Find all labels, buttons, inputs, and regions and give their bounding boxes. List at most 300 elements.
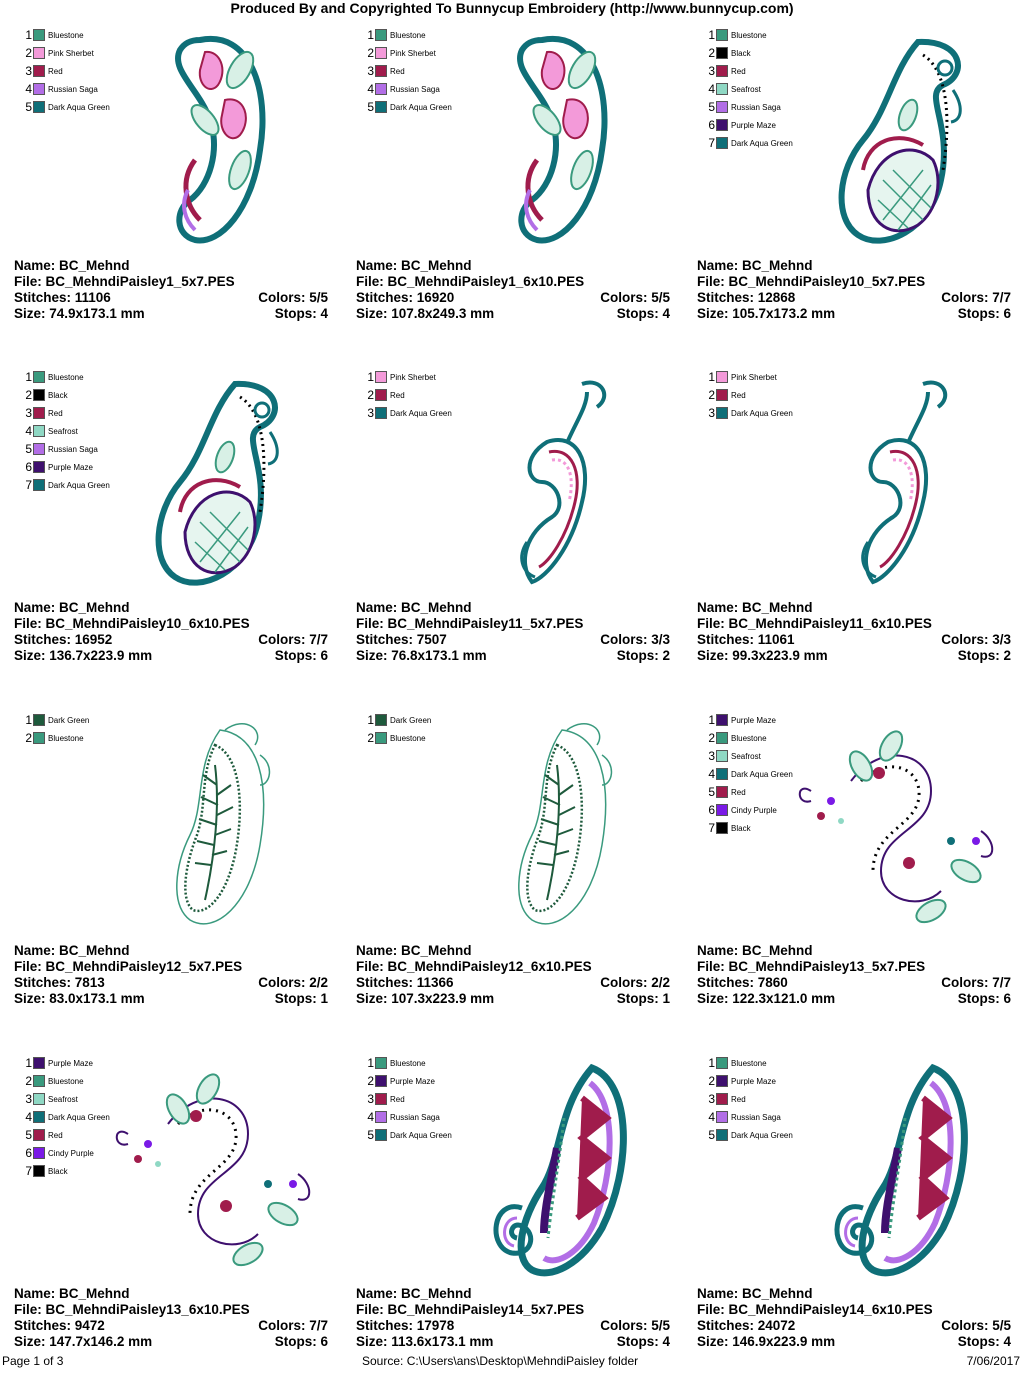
color-legend-item bbox=[20, 729, 89, 747]
thread-color-swatch bbox=[375, 714, 387, 726]
thread-color-swatch bbox=[33, 101, 45, 113]
design-size: Size: 113.6x173.1 mm bbox=[356, 1334, 494, 1349]
color-step-number: 2 bbox=[25, 388, 32, 402]
color-step-number: 4 bbox=[25, 82, 32, 96]
paisley-embroidery-image bbox=[482, 1058, 632, 1280]
info-row bbox=[14, 600, 328, 616]
info-row bbox=[697, 290, 1011, 306]
color-legend-item bbox=[362, 1072, 452, 1090]
stitch-count: Stitches: 9472 bbox=[14, 1318, 105, 1333]
color-count: Colors: 5/5 bbox=[258, 290, 328, 305]
color-legend-item bbox=[703, 1072, 793, 1090]
thread-color-name: Pink Sherbet bbox=[48, 48, 94, 58]
color-step-number: 3 bbox=[367, 1092, 374, 1106]
design-name: Name: BC_Mehnd bbox=[697, 943, 813, 958]
design-file: File: BC_MehndiPaisley13_6x10.PES bbox=[14, 1302, 250, 1317]
design-info bbox=[697, 258, 1011, 322]
stop-count: Stops: 1 bbox=[274, 991, 328, 1006]
thread-color-swatch bbox=[716, 29, 728, 41]
info-row bbox=[356, 1302, 670, 1318]
color-step-number: 5 bbox=[367, 1128, 374, 1142]
info-row bbox=[697, 1302, 1011, 1318]
thread-color-name: Purple Maze bbox=[48, 462, 93, 472]
paisley-embroidery-image bbox=[507, 372, 617, 594]
info-row bbox=[14, 991, 328, 1007]
color-legend-item bbox=[703, 98, 793, 116]
design-size: Size: 107.3x223.9 mm bbox=[356, 991, 495, 1006]
print-date: 7/06/2017 bbox=[966, 1354, 1020, 1368]
color-legend-item bbox=[362, 1090, 452, 1108]
info-row bbox=[356, 1318, 670, 1334]
design-card bbox=[342, 364, 683, 704]
thread-color-swatch bbox=[33, 1165, 45, 1177]
color-step-number: 4 bbox=[708, 1110, 715, 1124]
thread-color-name: Purple Maze bbox=[48, 1058, 93, 1068]
color-step-number: 2 bbox=[25, 731, 32, 745]
design-info bbox=[697, 1286, 1011, 1350]
design-name: Name: BC_Mehnd bbox=[14, 943, 130, 958]
color-step-number: 3 bbox=[25, 1092, 32, 1106]
color-step-number: 4 bbox=[708, 82, 715, 96]
thread-color-name: Dark Green bbox=[390, 715, 432, 725]
thread-color-name: Black bbox=[731, 823, 751, 833]
stitch-count: Stitches: 17978 bbox=[356, 1318, 455, 1333]
thread-color-name: Seafrost bbox=[48, 426, 78, 436]
color-legend-item bbox=[703, 44, 793, 62]
thread-color-swatch bbox=[716, 101, 728, 113]
design-card bbox=[342, 1050, 683, 1390]
color-count: Colors: 5/5 bbox=[941, 1318, 1011, 1333]
color-step-number: 1 bbox=[708, 713, 715, 727]
thread-color-name: Russian Saga bbox=[48, 84, 98, 94]
thread-color-name: Purple Maze bbox=[731, 1076, 776, 1086]
stop-count: Stops: 4 bbox=[957, 1334, 1011, 1349]
info-row bbox=[14, 1334, 328, 1350]
design-size: Size: 76.8x173.1 mm bbox=[356, 648, 487, 663]
stitch-count: Stitches: 16920 bbox=[356, 290, 455, 305]
thread-color-name: Red bbox=[48, 66, 63, 76]
design-file: File: BC_MehndiPaisley10_5x7.PES bbox=[697, 274, 926, 289]
color-legend bbox=[20, 26, 110, 116]
color-step-number: 7 bbox=[708, 136, 715, 150]
design-info bbox=[697, 943, 1011, 1007]
color-step-number: 3 bbox=[25, 64, 32, 78]
thread-color-name: Black bbox=[48, 390, 68, 400]
thread-color-name: Dark Aqua Green bbox=[48, 1112, 110, 1122]
color-step-number: 5 bbox=[708, 100, 715, 114]
thread-color-swatch bbox=[33, 1111, 45, 1123]
design-name: Name: BC_Mehnd bbox=[14, 258, 130, 273]
thread-color-name: Red bbox=[390, 66, 405, 76]
info-row bbox=[697, 632, 1011, 648]
color-step-number: 3 bbox=[708, 64, 715, 78]
design-size: Size: 122.3x121.0 mm bbox=[697, 991, 836, 1006]
color-legend-item bbox=[703, 729, 793, 747]
design-size: Size: 105.7x173.2 mm bbox=[697, 306, 836, 321]
color-step-number: 4 bbox=[708, 767, 715, 781]
thread-color-name: Pink Sherbet bbox=[390, 372, 436, 382]
color-legend bbox=[362, 26, 452, 116]
info-row bbox=[697, 975, 1011, 991]
thread-color-swatch bbox=[716, 83, 728, 95]
color-step-number: 2 bbox=[25, 1074, 32, 1088]
color-legend-item bbox=[20, 458, 110, 476]
design-card bbox=[683, 1050, 1024, 1390]
color-step-number: 6 bbox=[708, 803, 715, 817]
stop-count: Stops: 6 bbox=[274, 1334, 328, 1349]
design-size: Size: 107.8x249.3 mm bbox=[356, 306, 495, 321]
thread-color-name: Red bbox=[48, 1130, 63, 1140]
color-legend-item bbox=[703, 134, 793, 152]
stop-count: Stops: 4 bbox=[274, 306, 328, 321]
design-info bbox=[14, 1286, 328, 1350]
color-step-number: 5 bbox=[367, 100, 374, 114]
thread-color-swatch bbox=[33, 29, 45, 41]
thread-color-swatch bbox=[716, 389, 728, 401]
thread-color-swatch bbox=[716, 804, 728, 816]
color-step-number: 3 bbox=[708, 406, 715, 420]
thread-color-name: Bluestone bbox=[48, 1076, 84, 1086]
thread-color-name: Bluestone bbox=[390, 30, 426, 40]
stop-count: Stops: 6 bbox=[957, 991, 1011, 1006]
thread-color-swatch bbox=[716, 732, 728, 744]
thread-color-swatch bbox=[375, 65, 387, 77]
color-step-number: 2 bbox=[25, 46, 32, 60]
color-step-number: 5 bbox=[25, 100, 32, 114]
stop-count: Stops: 2 bbox=[957, 648, 1011, 663]
color-legend-item bbox=[703, 404, 793, 422]
color-count: Colors: 5/5 bbox=[600, 290, 670, 305]
color-step-number: 1 bbox=[25, 370, 32, 384]
stop-count: Stops: 4 bbox=[616, 306, 670, 321]
thread-color-swatch bbox=[716, 786, 728, 798]
thread-color-swatch bbox=[375, 83, 387, 95]
design-card bbox=[0, 707, 341, 1047]
color-legend bbox=[20, 711, 89, 747]
thread-color-name: Dark Aqua Green bbox=[731, 1130, 793, 1140]
color-step-number: 2 bbox=[708, 388, 715, 402]
thread-color-swatch bbox=[375, 1075, 387, 1087]
color-step-number: 6 bbox=[708, 118, 715, 132]
paisley-embroidery-image bbox=[791, 721, 1011, 931]
thread-color-swatch bbox=[716, 407, 728, 419]
thread-color-name: Purple Maze bbox=[731, 715, 776, 725]
color-step-number: 1 bbox=[367, 713, 374, 727]
paisley-embroidery-image bbox=[108, 1064, 328, 1274]
thread-color-swatch bbox=[716, 65, 728, 77]
thread-color-name: Russian Saga bbox=[390, 1112, 440, 1122]
design-grid bbox=[0, 22, 1024, 1349]
thread-color-swatch bbox=[716, 119, 728, 131]
paisley-embroidery-image bbox=[165, 715, 275, 937]
color-legend-item bbox=[20, 1090, 110, 1108]
color-legend-item bbox=[362, 62, 452, 80]
color-step-number: 2 bbox=[708, 731, 715, 745]
color-step-number: 7 bbox=[708, 821, 715, 835]
page-header: Produced By and Copyrighted To Bunnycup Embroidery (http://www.bunnycup.com) bbox=[230, 0, 794, 16]
color-step-number: 5 bbox=[708, 1128, 715, 1142]
color-step-number: 4 bbox=[367, 82, 374, 96]
color-step-number: 2 bbox=[367, 1074, 374, 1088]
info-row bbox=[14, 632, 328, 648]
design-size: Size: 74.9x173.1 mm bbox=[14, 306, 145, 321]
color-count: Colors: 7/7 bbox=[941, 975, 1011, 990]
stitch-count: Stitches: 11106 bbox=[14, 290, 111, 305]
color-step-number: 2 bbox=[708, 46, 715, 60]
thread-color-name: Dark Aqua Green bbox=[48, 480, 110, 490]
design-info bbox=[697, 600, 1011, 664]
color-step-number: 1 bbox=[25, 28, 32, 42]
design-card bbox=[0, 1050, 341, 1390]
color-legend bbox=[362, 1054, 452, 1144]
thread-color-name: Dark Green bbox=[48, 715, 90, 725]
color-legend-item bbox=[703, 80, 793, 98]
color-step-number: 5 bbox=[708, 785, 715, 799]
color-step-number: 5 bbox=[25, 1128, 32, 1142]
color-count: Colors: 3/3 bbox=[600, 632, 670, 647]
color-legend bbox=[703, 711, 793, 837]
thread-color-name: Dark Aqua Green bbox=[390, 1130, 452, 1140]
color-count: Colors: 2/2 bbox=[600, 975, 670, 990]
color-step-number: 2 bbox=[367, 731, 374, 745]
color-step-number: 1 bbox=[25, 713, 32, 727]
thread-color-swatch bbox=[33, 1075, 45, 1087]
paisley-embroidery-image bbox=[823, 1058, 973, 1280]
design-info bbox=[356, 600, 670, 664]
thread-color-name: Red bbox=[48, 408, 63, 418]
color-legend-item bbox=[703, 711, 793, 729]
design-name: Name: BC_Mehnd bbox=[697, 1286, 813, 1301]
thread-color-name: Dark Aqua Green bbox=[390, 408, 452, 418]
info-row bbox=[14, 274, 328, 290]
design-card bbox=[683, 364, 1024, 704]
info-row bbox=[14, 975, 328, 991]
thread-color-swatch bbox=[716, 47, 728, 59]
color-legend-item bbox=[703, 1126, 793, 1144]
color-legend-item bbox=[703, 368, 793, 386]
design-file: File: BC_MehndiPaisley12_5x7.PES bbox=[14, 959, 243, 974]
color-step-number: 1 bbox=[367, 370, 374, 384]
thread-color-name: Bluestone bbox=[390, 1058, 426, 1068]
color-legend-item bbox=[362, 711, 431, 729]
thread-color-swatch bbox=[375, 47, 387, 59]
info-row bbox=[697, 1318, 1011, 1334]
color-legend-item bbox=[20, 44, 110, 62]
color-step-number: 1 bbox=[367, 28, 374, 42]
thread-color-swatch bbox=[375, 1111, 387, 1123]
color-legend-item bbox=[362, 80, 452, 98]
thread-color-name: Dark Aqua Green bbox=[731, 408, 793, 418]
thread-color-swatch bbox=[375, 732, 387, 744]
design-file: File: BC_MehndiPaisley14_6x10.PES bbox=[697, 1302, 933, 1317]
thread-color-name: Purple Maze bbox=[390, 1076, 435, 1086]
thread-color-swatch bbox=[716, 1129, 728, 1141]
design-name: Name: BC_Mehnd bbox=[356, 1286, 472, 1301]
color-step-number: 1 bbox=[25, 1056, 32, 1070]
info-row bbox=[697, 258, 1011, 274]
design-name: Name: BC_Mehnd bbox=[697, 600, 813, 615]
stop-count: Stops: 6 bbox=[274, 648, 328, 663]
design-name: Name: BC_Mehnd bbox=[356, 600, 472, 615]
color-step-number: 4 bbox=[25, 1110, 32, 1124]
color-step-number: 6 bbox=[25, 1146, 32, 1160]
info-row bbox=[356, 1286, 670, 1302]
thread-color-swatch bbox=[33, 371, 45, 383]
color-legend-item bbox=[362, 44, 452, 62]
design-file: File: BC_MehndiPaisley1_6x10.PES bbox=[356, 274, 585, 289]
design-name: Name: BC_Mehnd bbox=[14, 600, 130, 615]
thread-color-name: Red bbox=[390, 390, 405, 400]
thread-color-swatch bbox=[716, 714, 728, 726]
color-legend-item bbox=[703, 765, 793, 783]
color-step-number: 2 bbox=[367, 388, 374, 402]
thread-color-name: Red bbox=[731, 66, 746, 76]
thread-color-swatch bbox=[716, 371, 728, 383]
thread-color-swatch bbox=[375, 1057, 387, 1069]
info-row bbox=[697, 306, 1011, 322]
paisley-embroidery-image bbox=[848, 372, 958, 594]
info-row bbox=[356, 290, 670, 306]
thread-color-name: Seafrost bbox=[731, 84, 761, 94]
info-row bbox=[697, 616, 1011, 632]
thread-color-name: Russian Saga bbox=[390, 84, 440, 94]
info-row bbox=[14, 258, 328, 274]
info-row bbox=[14, 1286, 328, 1302]
thread-color-swatch bbox=[33, 1147, 45, 1159]
info-row bbox=[697, 1334, 1011, 1350]
color-legend-item bbox=[703, 1054, 793, 1072]
thread-color-swatch bbox=[33, 47, 45, 59]
info-row bbox=[14, 943, 328, 959]
color-legend bbox=[362, 368, 452, 422]
info-row bbox=[14, 959, 328, 975]
color-legend-item bbox=[703, 747, 793, 765]
thread-color-name: Black bbox=[48, 1166, 68, 1176]
design-info bbox=[14, 943, 328, 1007]
color-step-number: 4 bbox=[25, 424, 32, 438]
info-row bbox=[356, 991, 670, 1007]
thread-color-name: Dark Aqua Green bbox=[390, 102, 452, 112]
color-legend-item bbox=[20, 1126, 110, 1144]
design-info bbox=[356, 258, 670, 322]
color-legend-item bbox=[20, 1144, 110, 1162]
design-card bbox=[0, 22, 341, 362]
stop-count: Stops: 4 bbox=[616, 1334, 670, 1349]
info-row bbox=[14, 306, 328, 322]
stitch-count: Stitches: 7507 bbox=[356, 632, 447, 647]
design-card bbox=[342, 707, 683, 1047]
stitch-count: Stitches: 12868 bbox=[697, 290, 796, 305]
color-step-number: 6 bbox=[25, 460, 32, 474]
thread-color-swatch bbox=[33, 1057, 45, 1069]
info-row bbox=[356, 274, 670, 290]
color-step-number: 4 bbox=[367, 1110, 374, 1124]
thread-color-swatch bbox=[33, 443, 45, 455]
paisley-embroidery-image bbox=[507, 715, 617, 937]
thread-color-swatch bbox=[375, 371, 387, 383]
info-row bbox=[697, 943, 1011, 959]
page-number: Page 1 of 3 bbox=[2, 1354, 64, 1368]
thread-color-name: Bluestone bbox=[390, 733, 426, 743]
color-legend-item bbox=[703, 801, 793, 819]
color-count: Colors: 7/7 bbox=[258, 1318, 328, 1333]
info-row bbox=[697, 1286, 1011, 1302]
thread-color-swatch bbox=[33, 407, 45, 419]
color-count: Colors: 5/5 bbox=[600, 1318, 670, 1333]
thread-color-name: Cindy Purple bbox=[48, 1148, 94, 1158]
color-step-number: 1 bbox=[708, 1056, 715, 1070]
thread-color-name: Bluestone bbox=[48, 30, 84, 40]
thread-color-swatch bbox=[716, 768, 728, 780]
design-card bbox=[683, 707, 1024, 1047]
paisley-embroidery-image bbox=[502, 30, 612, 252]
color-legend bbox=[703, 368, 793, 422]
color-legend-item bbox=[20, 1108, 110, 1126]
color-legend-item bbox=[362, 1108, 452, 1126]
color-legend-item bbox=[20, 1162, 110, 1180]
thread-color-swatch bbox=[33, 1093, 45, 1105]
info-row bbox=[356, 1334, 670, 1350]
design-size: Size: 136.7x223.9 mm bbox=[14, 648, 153, 663]
color-count: Colors: 7/7 bbox=[258, 632, 328, 647]
thread-color-name: Bluestone bbox=[731, 1058, 767, 1068]
color-legend-item bbox=[703, 26, 793, 44]
thread-color-swatch bbox=[33, 389, 45, 401]
stop-count: Stops: 1 bbox=[616, 991, 670, 1006]
design-name: Name: BC_Mehnd bbox=[697, 258, 813, 273]
design-card bbox=[342, 22, 683, 362]
thread-color-name: Red bbox=[731, 787, 746, 797]
color-legend-item bbox=[20, 62, 110, 80]
info-row bbox=[356, 258, 670, 274]
thread-color-name: Dark Aqua Green bbox=[731, 138, 793, 148]
design-file: File: BC_MehndiPaisley1_5x7.PES bbox=[14, 274, 235, 289]
design-card bbox=[683, 22, 1024, 362]
info-row bbox=[356, 943, 670, 959]
paisley-embroidery-image bbox=[160, 30, 270, 252]
info-row bbox=[356, 616, 670, 632]
page-footer bbox=[0, 1353, 1024, 1370]
color-step-number: 3 bbox=[25, 406, 32, 420]
color-step-number: 7 bbox=[25, 1164, 32, 1178]
color-legend-item bbox=[362, 1054, 452, 1072]
design-size: Size: 146.9x223.9 mm bbox=[697, 1334, 836, 1349]
info-row bbox=[14, 616, 328, 632]
thread-color-swatch bbox=[716, 1075, 728, 1087]
color-legend-item bbox=[362, 729, 431, 747]
info-row bbox=[697, 648, 1011, 664]
color-legend-item bbox=[20, 711, 89, 729]
color-legend-item bbox=[362, 1126, 452, 1144]
stop-count: Stops: 6 bbox=[957, 306, 1011, 321]
info-row bbox=[356, 975, 670, 991]
color-step-number: 1 bbox=[708, 370, 715, 384]
design-name: Name: BC_Mehnd bbox=[356, 258, 472, 273]
stitch-count: Stitches: 16952 bbox=[14, 632, 113, 647]
color-step-number: 5 bbox=[25, 442, 32, 456]
color-legend-item bbox=[703, 1090, 793, 1108]
color-legend-item bbox=[20, 26, 110, 44]
info-row bbox=[14, 1302, 328, 1318]
color-legend-item bbox=[362, 98, 452, 116]
color-step-number: 2 bbox=[367, 46, 374, 60]
design-file: File: BC_MehndiPaisley11_5x7.PES bbox=[356, 616, 584, 631]
thread-color-swatch bbox=[33, 1129, 45, 1141]
color-legend-item bbox=[703, 116, 793, 134]
thread-color-name: Bluestone bbox=[48, 372, 84, 382]
design-size: Size: 83.0x173.1 mm bbox=[14, 991, 145, 1006]
thread-color-name: Russian Saga bbox=[48, 444, 98, 454]
